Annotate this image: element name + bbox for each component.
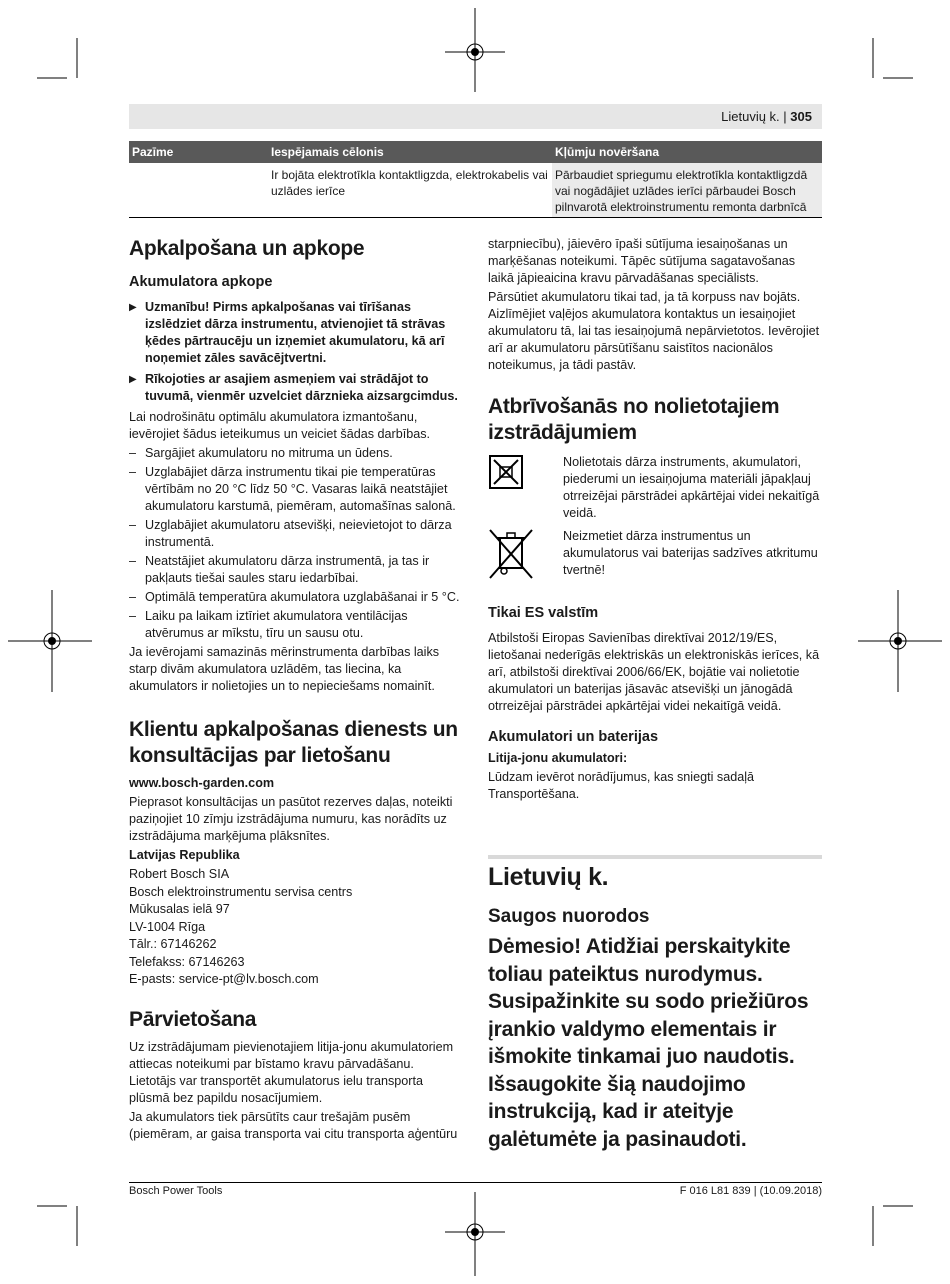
triangle-bullet-icon: ▶ [129,374,137,385]
disposal-text-2: Neizmetiet dārza instrumentus un akumulatorus vai baterijas sadzīves atkritumu tvertnē! [563,529,818,577]
disposal-text-1: Nolietotais dārza instruments, akumulatori, piederumi un iesaiņojuma materiāli jāpakļauj otrreizējai pārstrādei apkārtējai videi nekaitīgā veidā. [563,455,820,520]
address-line: Mūkusalas ielā 97 [129,902,230,916]
disposal-recycle-block [488,454,822,522]
country-label: Latvijas Republika [129,848,240,862]
lithuanian-safety-heading: Saugos nuorodos [488,906,650,927]
list-item: – Sargājiet akumulatoru no mitruma un ūdens. [129,445,462,462]
left-column [129,236,462,1145]
battery-tips-list [129,445,462,642]
heading-maintenance: Apkalpošana un apkope [129,237,365,260]
replace-note: Ja ievērojami samazinās mērinstrumenta darbības laiks starp divām akumulatora uzlādēm, tas liecina, ka akumulators ir nolietojies un to nepieciešams nomainīt. [129,645,440,693]
address-line: Tālr.: 67146262 [129,937,217,951]
list-item: – Uzglabājiet dārza instrumentu tikai pie temperatūras vērtībām no 20 °C līdz 50 °C. Vasaras laikā neatstājiet akumulatoru karstumā, piemēram, automašīnas salonā. [129,464,462,515]
right-column [488,236,822,1153]
col-header-sign: Pazīme [129,141,268,163]
lithuanian-warning: Dėmesio! Atidžiai perskaitykite toliau pateiktus nurodymus. Susipažinkite su sodo priežiūros įrankio valdymo elementais ir išmokite tinkamai juo naudotis. Išsaugokite šią naudojimo instrukciją, kad ir ateityje galėtumėte ja pasinaudoti. [488,935,809,1151]
li-ion-text: Lūdzam ievērot norādījumus, kas sniegti sadaļā Transportēšana. [488,770,755,801]
lithuanian-title: Lietuvių k. [488,863,609,891]
battery-intro: Lai nodrošinātu optimālu akumulatora izmantošanu, ievērojiet šādus ieteikumus un veiciet šādas darbības. [129,410,431,441]
list-item: – Neatstājiet akumulatoru dārza instrumentā, ja tas ir pakļauts tiešai saules staru iedarbībai. [129,553,462,587]
transport-text-2: Ja akumulators tiek pārsūtīts caur trešajām pusēm (piemēram, ar gaisa transporta vai citu transporta aģentūru [129,1109,458,1141]
header-language: Lietuvių k. [721,109,780,124]
col-header-cause: Iespējamais cēlonis [268,141,552,163]
transport-continued: starpniecību), jāievēro īpaši sūtījuma iesaiņošanas un marķēšanas noteikumi. Tāpēc sūtījuma sagatavošanas laikā jāpieaicina kravu pārvadāšanas speciālists. [488,237,796,285]
transport-text-3: Pārsūtiet akumulatoru tikai tad, ja tā korpuss nav bojāts. Aizlīmējiet vaļējos akumulatora kontaktus un iesaiņojiet akumulatoru tā, lai tas iesaiņojumā nepārvietotos. Ievērojiet arī ar akumulatoru pārsūtīšanu saistītos nacionālos noteikumus, ja tādi pastāv. [488,290,820,372]
heading-li-ion: Litija-jonu akumulatori: [488,751,628,765]
heading-eu-only: Tikai ES valstīm [488,605,599,621]
disposal-bin-block [488,528,822,579]
section-divider [488,855,822,859]
page-footer [129,1182,822,1197]
list-item: – Optimālā temperatūra akumulatora uzglabāšanai ir 5 °C. [129,589,462,606]
registration-mark-bottom [445,1192,505,1276]
footer-doc-number: F 016 L81 839 | (10.09.2018) [679,1185,822,1197]
col-header-fix: Kļūmju novēršana [552,141,822,163]
troubleshooting-table [129,141,822,218]
address-line: Robert Bosch SIA [129,867,230,881]
footer-brand: Bosch Power Tools [129,1185,223,1197]
list-item: – Laiku pa laikam iztīriet akumulatora ventilācijas atvērumus ar mīkstu, tīru un sausu otu. [129,608,462,642]
address-line: Bosch elektroinstrumentu servisa centrs [129,884,353,899]
warning-1-text: Uzmanību! Pirms apkalpošanas vai tīrīšanas izslēdziet dārza instrumentu, atvienojiet tā strāvas ķēdes pārtraucēju un izņemiet akumulatoru, kā arī noņemiet zāles savācējtvertni. [145,300,446,365]
warning-2 [129,371,462,405]
eu-text: Atbilstoši Eiropas Savienības direktīvai 2012/19/ES, lietošanai nederīgās elektriskās un elektroniskās ierīces, kā arī, atbilstoši direktīvai 2006/66/EK, bojātie vai nolietotie akumulatori un baterijas jāsavāc atsevišķi un jānogādā otrreizējai pārstrādei apkārtējai videi nekaitīgā veidā. [488,631,820,713]
crossed-bin-icon [488,528,534,580]
heading-service: Klientu apkalpošanas dienests un konsultācijas par lietošanu [129,718,458,767]
heading-transport: Pārvietošana [129,1007,257,1031]
warning-1 [129,299,462,367]
website-link[interactable]: www.bosch-garden.com [129,776,275,790]
page-number: 305 [790,109,812,124]
heading-batteries: Akumulatori un baterijas [488,729,659,745]
registration-mark-left [8,590,92,692]
warning-2-text: Rīkojoties ar asajiem asmeņiem vai strādājot to tuvumā, vienmēr uzvelciet dārznieka aizsargcimdus. [145,372,458,403]
cell-sign [129,163,268,218]
table-row [129,163,822,218]
page-header: Lietuvių k. | 305 [129,104,822,129]
heading-battery-care: Akumulatora apkope [129,274,273,290]
service-text: Pieprasot konsultācijas un pasūtot rezerves daļas, noteikti paziņojiet 10 zīmju izstrādājuma numuru, kas norādīts uz izstrādājuma marķējuma plāksnītes. [129,795,453,843]
address-line: LV-1004 Rīga [129,919,206,934]
list-item: – Uzglabājiet akumulatoru atsevišķi, neievietojot to dārza instrumentā. [129,517,462,551]
cell-fix: Pārbaudiet spriegumu elektrotīkla kontaktligzdā vai nogādājiet uzlādes ierīci pārbaudei Bosch pilnvarotā elektroinstrumentu remonta darbnīcā [552,163,822,218]
registration-mark-right [858,590,942,692]
cell-cause: Ir bojāta elektrotīkla kontaktligzda, elektrokabelis vai uzlādes ierīce [268,163,552,218]
table-header-row [129,141,822,163]
address-email[interactable]: E-pasts: service-pt@lv.bosch.com [129,972,319,986]
registration-mark-top [445,8,505,92]
heading-disposal: Atbrīvošanās no nolietotajiem izstrādājumiem [488,395,780,444]
service-address [129,866,462,989]
triangle-bullet-icon: ▶ [129,302,137,313]
recycle-icon [488,454,524,490]
address-line: Telefakss: 67146263 [129,954,245,969]
transport-text-1: Uz izstrādājumam pievienotajiem litija-jonu akumulatoriem attiecas noteikumi par bīstamo kravu pārvadāšanu. Lietotājs var transportēt akumulatorus ielu transporta plūsmā bez papildu nosacījumiem. [129,1039,454,1105]
